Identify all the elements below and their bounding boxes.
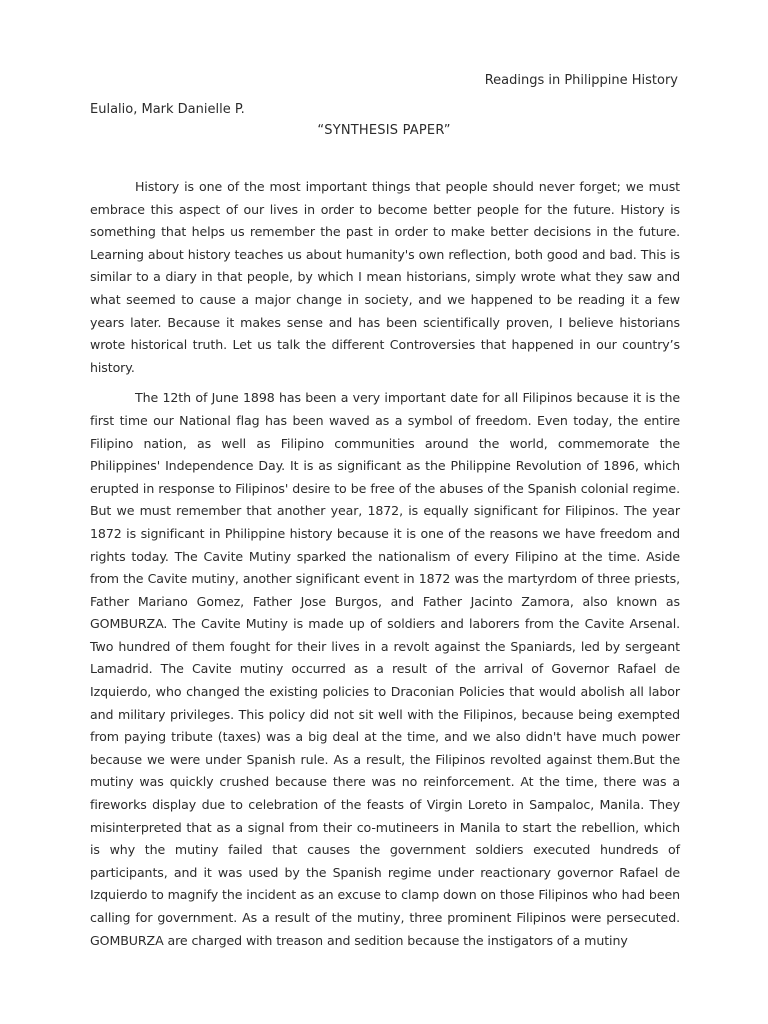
- paragraph-intro: History is one of the most important things that people should never forget; we must embrace this aspect of our lives in order to become better people for the future. History is something that helps us remember the past in order to make better decisions in the future. Learning about history teaches us about humanity's own reflection, both good and bad. This is similar to a diary in that people, by which I mean historians, simply wrote what they saw and what seemed to cause a major change in society, and we happened to be reading it a few years later. Because it makes sense and has been scientifically proven, I believe historians wrote historical truth. Let us talk the different Controversies that happened in our country’s history.: [90, 179, 680, 375]
- paper-title: “SYNTHESIS PAPER”: [317, 123, 451, 138]
- course-name: Readings in Philippine History: [484, 73, 678, 88]
- author-name: Eulalio, Mark Danielle P.: [90, 102, 245, 117]
- document-body: [90, 176, 680, 960]
- paragraph-cavite-mutiny: The 12th of June 1898 has been a very important date for all Filipinos because it is the first time our National flag has been waved as a symbol of freedom. Even today, the entire Filipino nation, as well as Filipino communities around the world, commemorate the Philippines' Independence Day. It is as significant as the Philippine Revolution of 1896, which erupted in response to Filipinos' desire to be free of the abuses of the Spanish colonial regime. But we must remember that another year, 1872, is equally significant for Filipinos. The year 1872 is significant in Philippine history because it is one of the reasons we have freedom and rights today. The Cavite Mutiny sparked the nationalism of every Filipino at the time. Aside from the Cavite mutiny, another significant event in 1872 was the martyrdom of three priests, Father Mariano Gomez, Father Jose Burgos, and Father Jacinto Zamora, also known as GOMBURZA. The Cavite Mutiny is made up of soldiers and laborers from the Cavite Arsenal. Two hundred of them fought for their lives in a revolt against the Spaniards, led by sergeant Lamadrid. The Cavite mutiny occurred as a result of the arrival of Governor Rafael de Izquierdo, who changed the existing policies to Draconian Policies that would abolish all labor and military privileges. This policy did not sit well with the Filipinos, because being exempted from paying tribute (taxes) was a big deal at the time, and we also didn't have much power because we were under Spanish rule. As a result, the Filipinos revolted against them.But the mutiny was quickly crushed because there was no reinforcement. At the time, there was a fireworks display due to celebration of the feasts of Virgin Loreto in Sampaloc, Manila. They misinterpreted that as a signal from their co-mutineers in Manila to start the rebellion, which is why the mutiny failed that causes the government soldiers executed hundreds of participants, and it was used by the Spanish regime under reactionary governor Rafael de Izquierdo to magnify the incident as an excuse to clamp down on those Filipinos who had been calling for government. As a result of the mutiny, three prominent Filipinos were persecuted. GOMBURZA are charged with treason and sedition because the instigators of a mutiny: [90, 390, 680, 948]
